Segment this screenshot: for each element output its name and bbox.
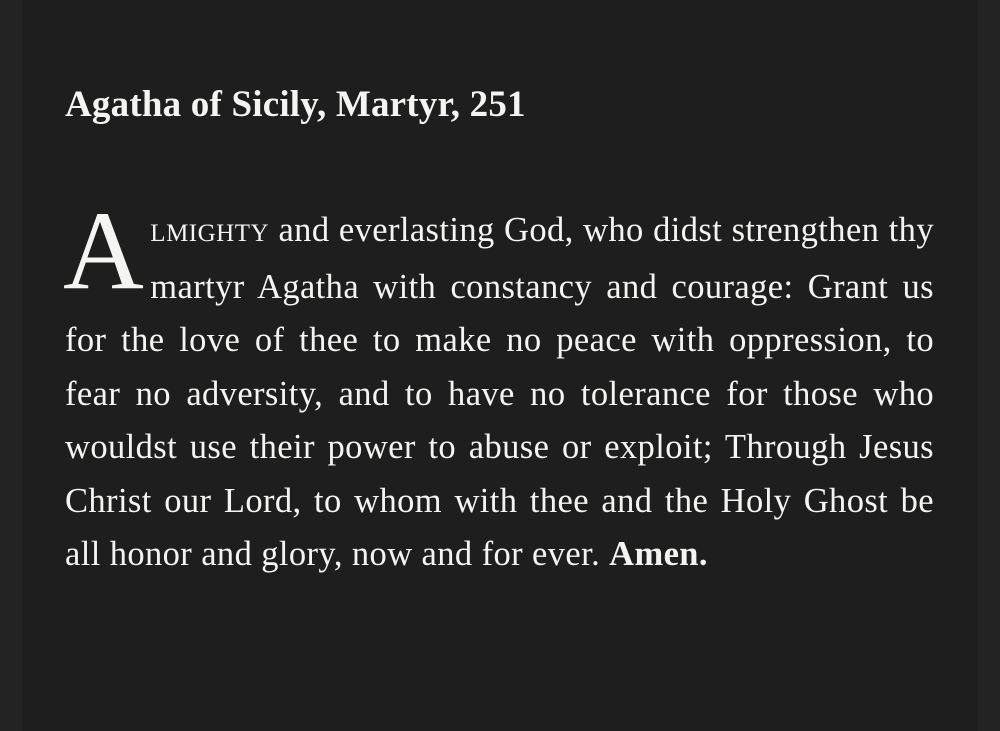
collect-text: [63, 189, 934, 582]
opening-small-caps: LMIGHTY: [150, 220, 270, 247]
collect-page: [65, 78, 934, 582]
right-margin: [978, 0, 1000, 731]
page-title: Agatha of Sicily, Martyr, 251: [65, 84, 526, 125]
drop-cap: A: [63, 189, 145, 313]
collect-body: and everlasting God, who didst strengthen thy martyr Agatha with constancy and courage: Grant us for the love of thee to make no peace with oppression, to fear no adversity, and to have no tolerance for those who wouldst use their power to abuse or exploit; Through Jesus Christ our Lord, to whom with thee and the Holy Ghost be all honor and glory, now and for ever.: [65, 211, 934, 573]
amen: Amen.: [609, 535, 708, 573]
left-margin: [0, 0, 22, 731]
